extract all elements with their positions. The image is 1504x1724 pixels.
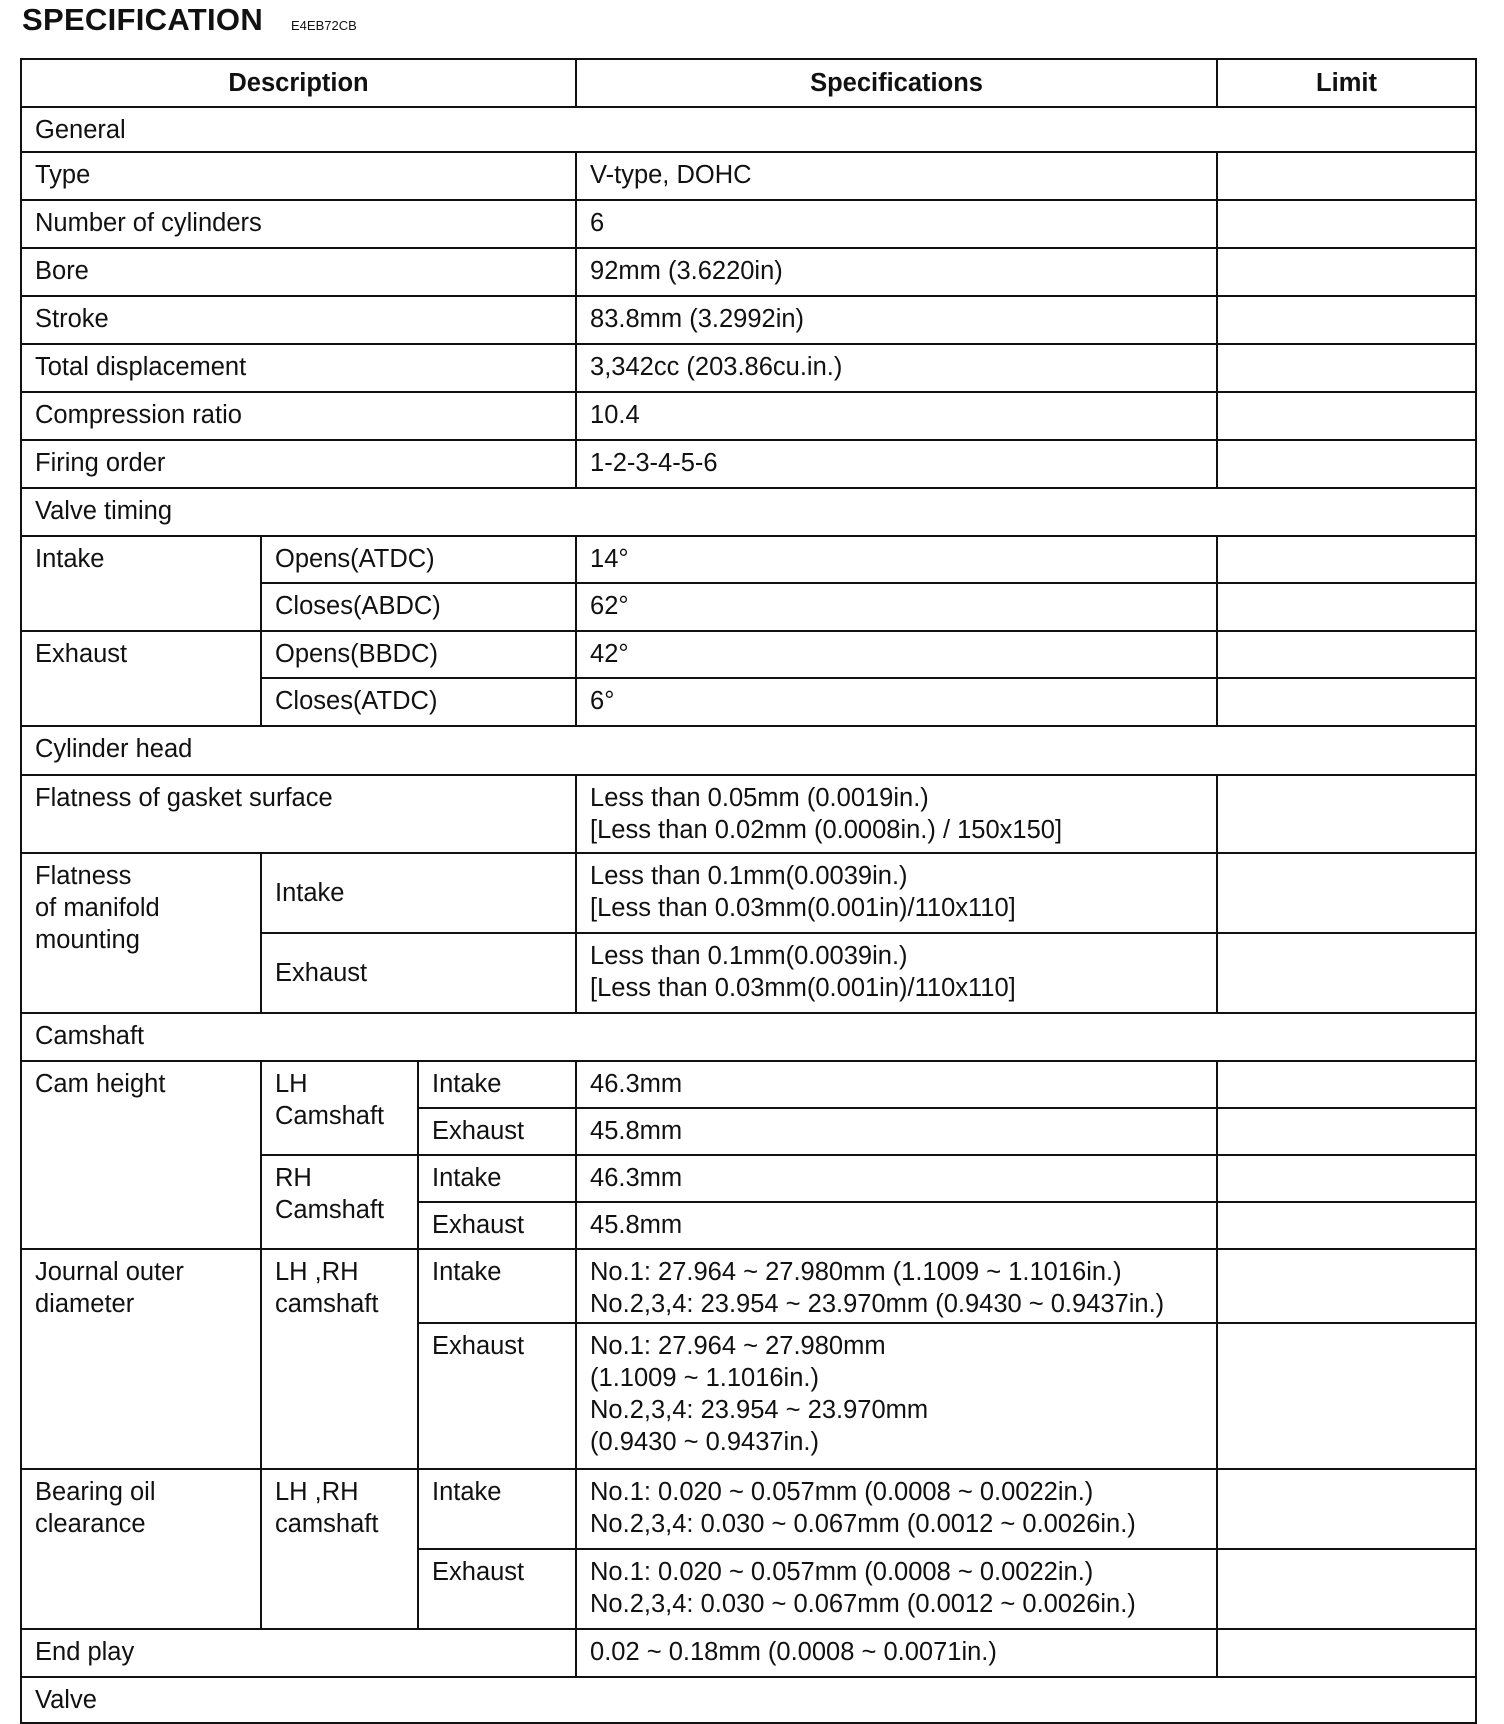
limit-cell xyxy=(1217,631,1476,678)
exhaust-label: Exhaust xyxy=(418,1202,576,1249)
desc-cell: Bore xyxy=(21,248,576,296)
closes-label: Closes(ABDC) xyxy=(261,583,576,631)
spec-cell: No.1: 0.020 ~ 0.057mm (0.0008 ~ 0.0022in.) No.2,3,4: 0.030 ~ 0.067mm (0.0012 ~ 0.0026in.) xyxy=(576,1469,1217,1549)
section-row xyxy=(21,1013,1476,1061)
col-header-limit: Limit xyxy=(1217,59,1476,107)
desc-cell: End play xyxy=(21,1629,576,1677)
spec-cell: 62° xyxy=(576,583,1217,631)
spec-cell: Less than 0.1mm(0.0039in.) [Less than 0.03mm(0.001in)/110x110] xyxy=(576,933,1217,1013)
table-row xyxy=(21,1061,1476,1108)
spec-cell: Less than 0.05mm (0.0019in.) [Less than 0.02mm (0.0008in.) / 150x150] xyxy=(576,775,1217,853)
limit-cell xyxy=(1217,583,1476,631)
section-row xyxy=(21,488,1476,536)
document-code: E4EB72CB xyxy=(291,18,357,33)
table-row xyxy=(21,200,1476,248)
table-row xyxy=(21,440,1476,488)
spec-cell: 6 xyxy=(576,200,1217,248)
spec-cell: 45.8mm xyxy=(576,1108,1217,1155)
limit-cell xyxy=(1217,853,1476,933)
intake-label: Intake xyxy=(261,853,576,933)
limit-cell xyxy=(1217,1323,1476,1469)
table-row xyxy=(21,631,1476,678)
col-header-description: Description xyxy=(21,59,576,107)
spec-cell: 45.8mm xyxy=(576,1202,1217,1249)
section-row xyxy=(21,107,1476,152)
spec-cell: 92mm (3.6220in) xyxy=(576,248,1217,296)
desc-cell: Cam height xyxy=(21,1061,261,1249)
desc-cell: Bearing oil clearance xyxy=(21,1469,261,1629)
limit-cell xyxy=(1217,152,1476,200)
section-valve-timing: Valve timing xyxy=(21,488,1476,536)
spec-cell: 14° xyxy=(576,536,1217,583)
table-row xyxy=(21,152,1476,200)
spec-cell: Less than 0.1mm(0.0039in.) [Less than 0.03mm(0.001in)/110x110] xyxy=(576,853,1217,933)
closes-label: Closes(ATDC) xyxy=(261,678,576,726)
exhaust-label: Exhaust xyxy=(418,1108,576,1155)
table-row xyxy=(21,1249,1476,1323)
spec-cell: 46.3mm xyxy=(576,1155,1217,1202)
limit-cell xyxy=(1217,200,1476,248)
table-row xyxy=(21,775,1476,853)
table-row xyxy=(21,853,1476,933)
exhaust-label: Exhaust xyxy=(261,933,576,1013)
exhaust-label: Exhaust xyxy=(21,631,261,726)
limit-cell xyxy=(1217,1249,1476,1323)
limit-cell xyxy=(1217,1469,1476,1549)
section-row xyxy=(21,726,1476,775)
intake-label: Intake xyxy=(418,1469,576,1549)
page-title: SPECIFICATION xyxy=(22,2,264,37)
col-header-specifications: Specifications xyxy=(576,59,1217,107)
table-row xyxy=(21,248,1476,296)
lh-camshaft-label: LH Camshaft xyxy=(261,1061,418,1155)
spec-cell: 0.02 ~ 0.18mm (0.0008 ~ 0.0071in.) xyxy=(576,1629,1217,1677)
table-row xyxy=(21,344,1476,392)
spec-cell: No.1: 27.964 ~ 27.980mm (1.1009 ~ 1.1016in.) No.2,3,4: 23.954 ~ 23.970mm (0.9430 ~ 0.9437in.) xyxy=(576,1323,1217,1469)
table-row xyxy=(21,296,1476,344)
spec-cell: 1-2-3-4-5-6 xyxy=(576,440,1217,488)
spec-cell: No.1: 0.020 ~ 0.057mm (0.0008 ~ 0.0022in.) No.2,3,4: 0.030 ~ 0.067mm (0.0012 ~ 0.0026in.) xyxy=(576,1549,1217,1629)
table-row xyxy=(21,1629,1476,1677)
limit-cell xyxy=(1217,1061,1476,1108)
limit-cell xyxy=(1217,775,1476,853)
section-camshaft: Camshaft xyxy=(21,1013,1476,1061)
spec-cell: 83.8mm (3.2992in) xyxy=(576,296,1217,344)
limit-cell xyxy=(1217,440,1476,488)
page-heading xyxy=(22,2,357,36)
limit-cell xyxy=(1217,536,1476,583)
section-cylinder-head: Cylinder head xyxy=(21,726,1476,775)
lh-rh-camshaft-label: LH ,RH camshaft xyxy=(261,1249,418,1469)
spec-cell: V-type, DOHC xyxy=(576,152,1217,200)
spec-cell: 6° xyxy=(576,678,1217,726)
limit-cell xyxy=(1217,1549,1476,1629)
rh-camshaft-label: RH Camshaft xyxy=(261,1155,418,1249)
limit-cell xyxy=(1217,248,1476,296)
table-row xyxy=(21,536,1476,583)
desc-cell: Number of cylinders xyxy=(21,200,576,248)
limit-cell xyxy=(1217,678,1476,726)
desc-cell: Compression ratio xyxy=(21,392,576,440)
intake-label: Intake xyxy=(21,536,261,631)
limit-cell xyxy=(1217,933,1476,1013)
exhaust-label: Exhaust xyxy=(418,1549,576,1629)
specification-table xyxy=(20,58,1477,1724)
exhaust-label: Exhaust xyxy=(418,1323,576,1469)
spec-cell: 46.3mm xyxy=(576,1061,1217,1108)
limit-cell xyxy=(1217,296,1476,344)
spec-cell: 42° xyxy=(576,631,1217,678)
header-row xyxy=(21,59,1476,107)
desc-cell: Type xyxy=(21,152,576,200)
table-row xyxy=(21,392,1476,440)
lh-rh-camshaft-label: LH ,RH camshaft xyxy=(261,1469,418,1629)
desc-cell: Flatness of gasket surface xyxy=(21,775,576,853)
limit-cell xyxy=(1217,1108,1476,1155)
spec-cell: No.1: 27.964 ~ 27.980mm (1.1009 ~ 1.1016in.) No.2,3,4: 23.954 ~ 23.970mm (0.9430 ~ 0.9437in.) xyxy=(576,1249,1217,1323)
desc-cell: Firing order xyxy=(21,440,576,488)
limit-cell xyxy=(1217,1629,1476,1677)
opens-label: Opens(BBDC) xyxy=(261,631,576,678)
desc-cell: Journal outer diameter xyxy=(21,1249,261,1469)
intake-label: Intake xyxy=(418,1155,576,1202)
section-valve: Valve xyxy=(21,1677,1476,1723)
section-general: General xyxy=(21,107,1476,152)
limit-cell xyxy=(1217,1155,1476,1202)
limit-cell xyxy=(1217,344,1476,392)
intake-label: Intake xyxy=(418,1061,576,1108)
spec-cell: 10.4 xyxy=(576,392,1217,440)
limit-cell xyxy=(1217,1202,1476,1249)
intake-label: Intake xyxy=(418,1249,576,1323)
desc-cell: Total displacement xyxy=(21,344,576,392)
desc-cell: Stroke xyxy=(21,296,576,344)
opens-label: Opens(ATDC) xyxy=(261,536,576,583)
table-row xyxy=(21,1469,1476,1549)
section-row xyxy=(21,1677,1476,1723)
spec-cell: 3,342cc (203.86cu.in.) xyxy=(576,344,1217,392)
limit-cell xyxy=(1217,392,1476,440)
desc-cell: Flatness of manifold mounting xyxy=(21,853,261,1013)
